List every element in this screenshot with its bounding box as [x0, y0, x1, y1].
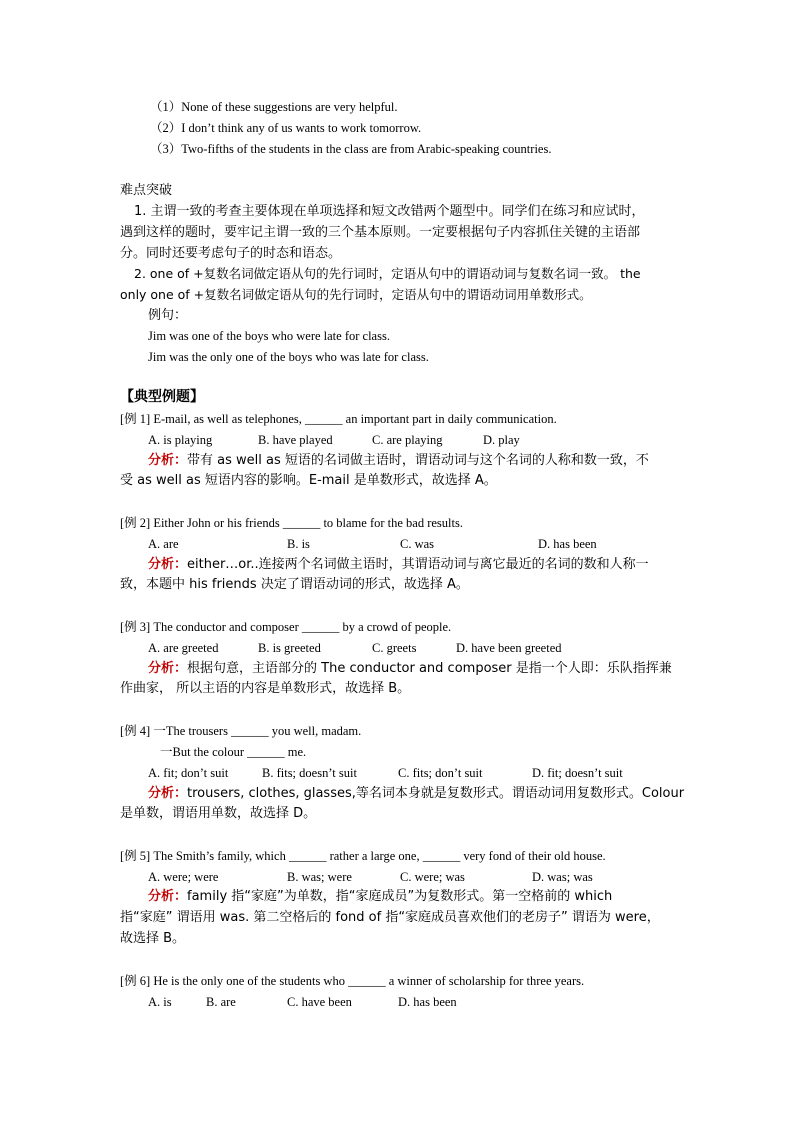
- ex1-option-a: A. is playing: [148, 433, 213, 447]
- difficulty-p1-line3: 分。同时还要考虑句子的时态和语态。: [120, 246, 342, 261]
- ex2-analysis-line1: 分析：either…or..连接两个名词做主语时，其谓语动词与离它最近的名词的数和人称一: [148, 557, 649, 572]
- ex4-option-c: C. fits; don’t suit: [398, 766, 483, 780]
- ex3-option-c: C. greets: [372, 641, 417, 655]
- ex3-analysis-line1: 分析：根据句意，主语部分的 The conductor and composer 是指一个人即：乐队指挥兼: [148, 661, 672, 676]
- ex4-option-b: B. fits; doesn’t suit: [262, 766, 357, 780]
- ex2-option-b: B. is: [287, 537, 310, 551]
- ex1-question: [例 1] E-mail, as well as telephones, ______ an important part in daily communication.: [120, 412, 557, 426]
- difficulty-p1-line1: 1. 主谓一致的考查主要体现在单项选择和短文改错两个题型中。同学们在练习和应试时，: [134, 204, 645, 219]
- ex5-option-a: A. were; were: [148, 870, 219, 884]
- ex3-question: [例 3] The conductor and composer ______ by a crowd of people.: [120, 620, 452, 634]
- analysis-label: 分析：: [148, 557, 188, 572]
- ex4-analysis-line1: 分析：trousers, clothes, glasses,等名词本身就是复数形式。谓语动词用复数形式。Colour: [148, 786, 685, 801]
- section-title: 【典型例题】: [120, 389, 204, 405]
- ex5-option-b: B. was; were: [287, 870, 352, 884]
- difficulty-p1-line2: 遇到这样的题时，要牢记主谓一致的三个基本原则。一定要根据句子内容抓住关键的主语部: [120, 225, 641, 240]
- ex2-option-d: D. has been: [538, 537, 597, 551]
- difficulty-p2-line2: only one of +复数名词做定语从句的先行词时，定语从句中的谓语动词用单数形式。: [120, 287, 592, 302]
- example-sentence-1: Jim was one of the boys who were late for class.: [148, 329, 390, 343]
- ex6-option-a: A. is: [148, 995, 172, 1009]
- ex4-question: [例 4] 一The trousers ______ you well, madam.: [120, 724, 362, 738]
- ex5-option-c: C. were; was: [400, 870, 465, 884]
- ex2-analysis-line2: 致，本题中 his friends 决定了谓语动词的形式，故选择 A。: [120, 577, 469, 592]
- ex6-question: [例 6] He is the only one of the students who ______ a winner of scholarship for three years.: [120, 974, 585, 988]
- ex5-option-d: D. was; was: [532, 870, 593, 884]
- ex3-option-b: B. is greeted: [258, 641, 321, 655]
- ex4-analysis-line2: 是单数，谓语用单数，故选择 D。: [120, 806, 317, 821]
- ex5-analysis-line3: 故选择 B。: [120, 931, 186, 946]
- example-label: 例句：: [148, 308, 188, 323]
- ex3-analysis-line2: 作曲家， 所以主语的内容是单数形式，故选择 B。: [120, 681, 411, 696]
- ex5-analysis-line2: 指“家庭” 谓语用 was. 第二空格后的 fond of 指“家庭成员喜欢他们的老房子” 谓语为 were，: [120, 910, 660, 925]
- ex2-option-c: C. was: [400, 537, 435, 551]
- intro-example-1: （1）None of these suggestions are very helpful.: [150, 100, 398, 114]
- ex6-option-b: B. are: [206, 995, 236, 1009]
- ex2-option-a: A. are: [148, 537, 179, 551]
- ex4-option-a: A. fit; don’t suit: [148, 766, 229, 780]
- ex1-analysis-line2: 受 as well as 短语内容的影响。E-mail 是单数形式，故选择 A。: [120, 473, 497, 488]
- ex4-question-2: 一But the colour ______ me.: [160, 745, 307, 759]
- ex3-option-a: A. are greeted: [148, 641, 219, 655]
- ex1-analysis-line1: 分析：带有 as well as 短语的名词做主语时，谓语动词与这个名词的人称和数一致，不: [148, 453, 649, 468]
- analysis-label: 分析：: [148, 786, 188, 801]
- example-sentence-2: Jim was the only one of the boys who was late for class.: [148, 350, 429, 364]
- ex5-analysis-line1: 分析：family 指“家庭”为单数，指“家庭成员”为复数形式。第一空格前的 which: [148, 889, 613, 904]
- ex6-option-c: C. have been: [287, 995, 352, 1009]
- ex4-option-d: D. fit; doesn’t suit: [532, 766, 623, 780]
- difficulty-p2-line1: 2. one of +复数名词做定语从句的先行词时，定语从句中的谓语动词与复数名词一致。 the: [134, 266, 641, 281]
- difficulty-title: 难点突破: [120, 183, 173, 198]
- ex3-option-d: D. have been greeted: [456, 641, 562, 655]
- analysis-label: 分析：: [148, 453, 188, 468]
- analysis-label: 分析：: [148, 889, 188, 904]
- ex2-question: [例 2] Either John or his friends ______ to blame for the bad results.: [120, 516, 463, 530]
- ex5-question: [例 5] The Smith’s family, which ______ rather a large one, ______ very fond of their old house.: [120, 849, 606, 863]
- ex1-option-d: D. play: [483, 433, 520, 447]
- ex6-option-d: D. has been: [398, 995, 457, 1009]
- ex1-option-c: C. are playing: [372, 433, 443, 447]
- ex1-option-b: B. have played: [258, 433, 333, 447]
- intro-example-3: （3）Two-fifths of the students in the class are from Arabic-speaking countries.: [150, 142, 552, 156]
- intro-example-2: （2）I don’t think any of us wants to work tomorrow.: [150, 121, 422, 135]
- analysis-label: 分析：: [148, 661, 188, 676]
